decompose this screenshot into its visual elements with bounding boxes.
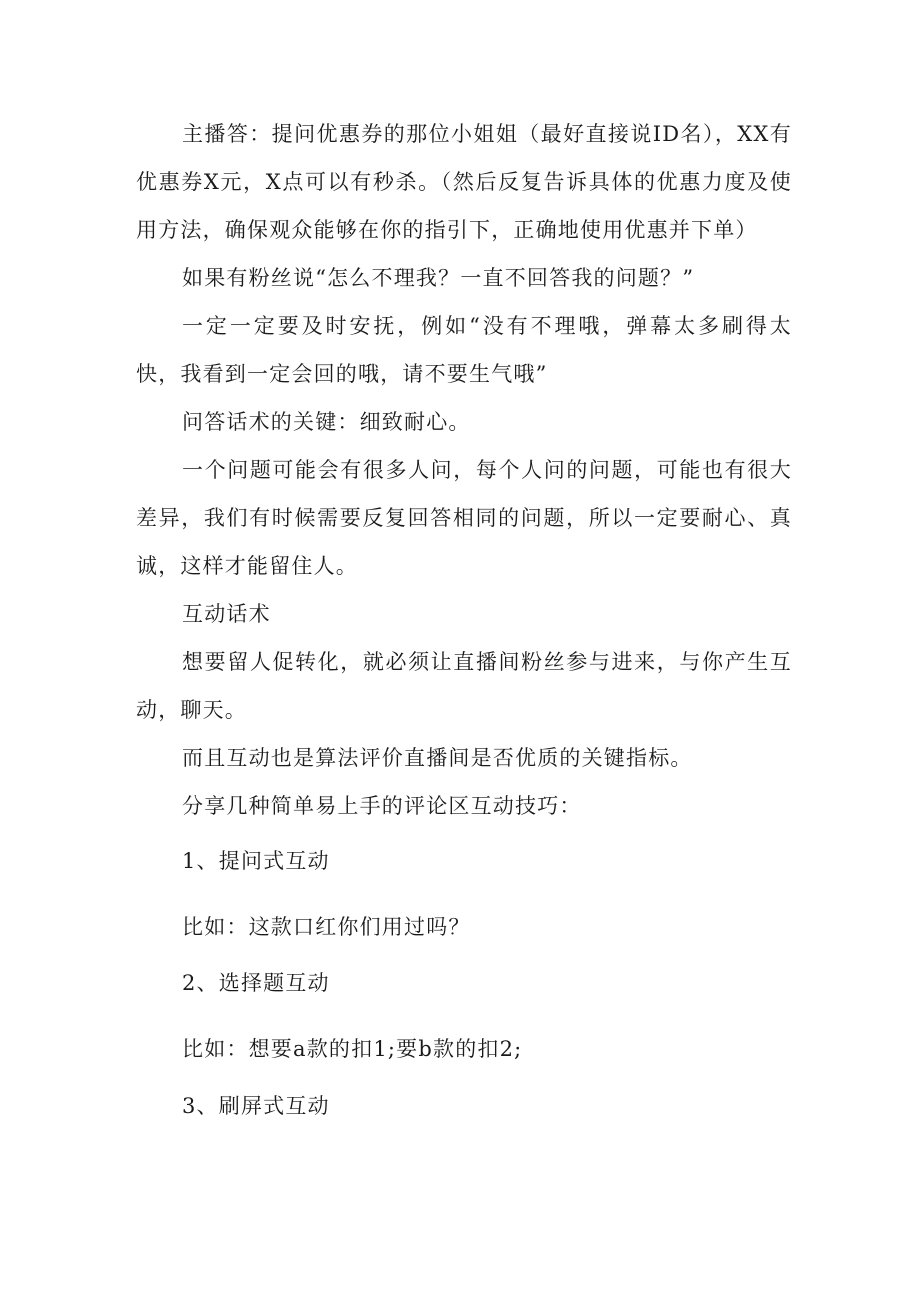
paragraph-retain: 想要留人促转化，就必须让直播间粉丝参与进来，与你产生互动，聊天。 — [136, 650, 792, 722]
paragraph-tips-intro: 分享几种简单易上手的评论区互动技巧： — [182, 794, 582, 818]
section-heading-interaction: 互动话术 — [182, 602, 271, 626]
paragraph-coupon-answer: 主播答：提问优惠券的那位小姐姐（最好直接说ID名），XX有优惠券X元，X点可以有秒杀。（然后反复告诉具体的优惠力度及使用方法，确保观众能够在你的指引下，正确地使用优惠并下单） — [136, 122, 792, 242]
list-item-example-2: 比如：想要a款的扣1;要b款的扣2; — [182, 1037, 523, 1061]
paragraph-algorithm: 而且互动也是算法评价直播间是否优质的关键指标。 — [182, 746, 693, 770]
list-item-flood: 3、刷屏式互动 — [182, 1094, 330, 1118]
paragraph-soothe: 一定一定要及时安抚，例如“没有不理哦，弹幕太多刷得太快，我看到一定会回的哦，请不要生气哦” — [136, 314, 792, 386]
list-item-question: 1、提问式互动 — [182, 849, 330, 873]
paragraph-fan-complaint: 如果有粉丝说“怎么不理我？一直不回答我的问题？” — [182, 266, 695, 290]
paragraph-patience: 一个问题可能会有很多人问，每个人问的问题，可能也有很大差异，我们有时候需要反复回答相同的问题，所以一定要耐心、真诚，这样才能留住人。 — [136, 458, 792, 578]
list-item-choice: 2、选择题互动 — [182, 971, 330, 995]
paragraph-qa-key: 问答话术的关键：细致耐心。 — [182, 410, 471, 434]
list-item-example-1: 比如：这款口红你们用过吗？ — [182, 915, 471, 939]
